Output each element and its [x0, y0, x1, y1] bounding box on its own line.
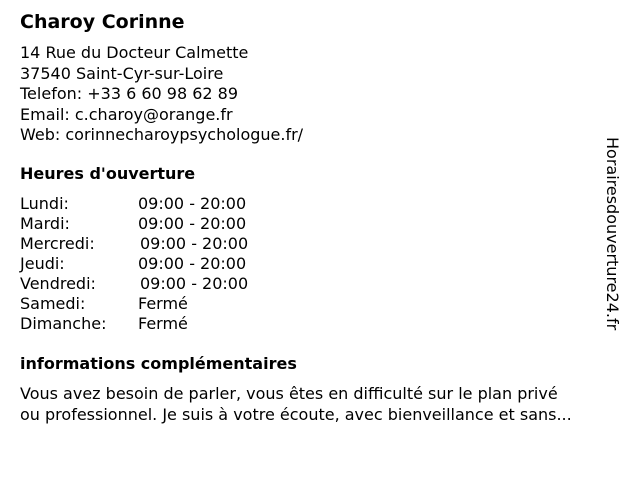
time-value: 09:00 - 20:00 — [140, 234, 249, 253]
opening-hours-heading: Heures d'ouverture — [20, 164, 196, 183]
address-street: 14 Rue du Docteur Calmette — [20, 43, 249, 62]
phone-number: Telefon: +33 6 60 98 62 89 — [20, 84, 239, 103]
day-label: Samedi: — [20, 294, 86, 313]
website: Web: corinnecharoypsychologue.fr/ — [20, 125, 304, 144]
time-value: 09:00 - 20:00 — [140, 274, 249, 293]
day-label: Mercredi: — [20, 234, 95, 253]
day-label: Jeudi: — [20, 254, 65, 273]
email-address: Email: c.charoy@orange.fr — [20, 104, 233, 124]
day-label: Dimanche: — [20, 314, 107, 333]
day-label: Lundi: — [20, 194, 69, 213]
day-label: Mardi: — [20, 214, 70, 233]
address-city: 37540 Saint-Cyr-sur-Loire — [20, 63, 224, 83]
additional-info-heading: informations complémentaires — [20, 354, 297, 373]
additional-info-text — [20, 384, 630, 425]
description-line: Vous avez besoin de parler, vous êtes en difficulté sur le plan privé — [20, 384, 558, 403]
time-value: 09:00 - 20:00 — [138, 214, 247, 233]
time-value: 09:00 - 20:00 — [138, 194, 247, 213]
time-value: Fermé — [138, 314, 188, 333]
contact-block — [20, 43, 303, 146]
time-value: 09:00 - 20:00 — [138, 254, 247, 273]
time-value: Fermé — [138, 294, 188, 313]
business-name: Charoy Corinne — [20, 11, 185, 33]
description-line: ou professionnel. Je suis à votre écoute, avec bienveillance et sans... — [20, 404, 572, 424]
day-label: Vendredi: — [20, 274, 96, 293]
site-watermark: Horairesdouverture24.fr — [603, 137, 622, 331]
